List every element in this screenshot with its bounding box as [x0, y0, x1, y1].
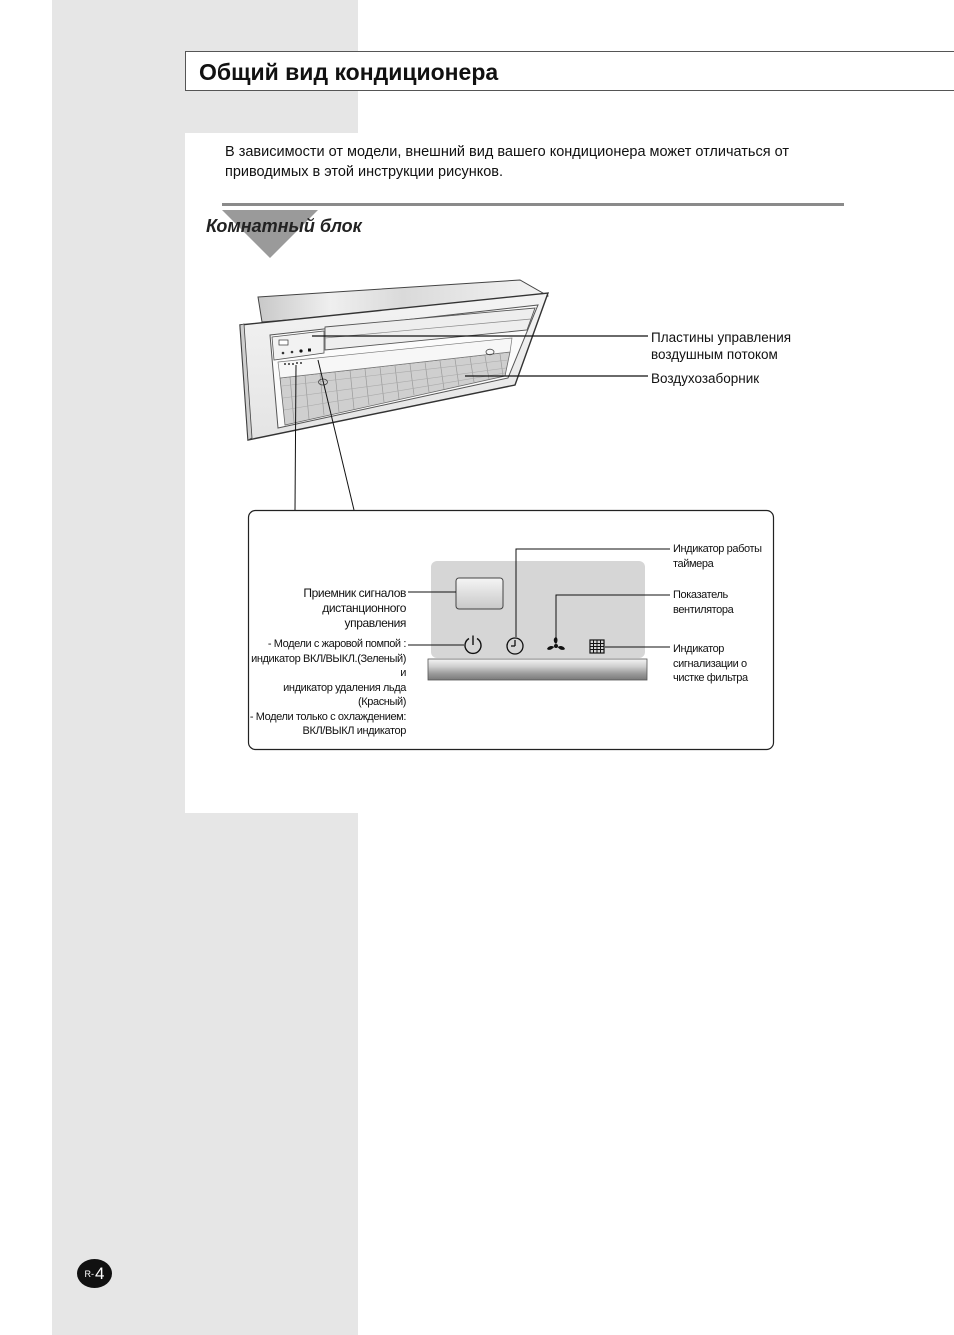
label-air-blades-1: Пластины управления: [651, 330, 792, 345]
label-air-blades-2: воздушным потоком: [651, 347, 778, 362]
page-number: 4: [95, 1263, 105, 1283]
page-title: Общий вид кондиционера: [199, 59, 499, 85]
label-timer-2: таймера: [673, 557, 714, 570]
page-number-badge: [77, 1259, 112, 1288]
label-timer: [673, 542, 773, 571]
section-title: Комнатный блок: [206, 216, 362, 236]
intro-text: В зависимости от модели, внешний вид вашего кондиционера может отличаться от приводимых в этой инструкции рисунков.: [225, 144, 790, 180]
label-fan: [673, 588, 773, 617]
label-models-2: индикатор ВКЛ/ВЫКЛ.(Зеленый) и: [251, 652, 406, 679]
label-fan-2: вентилятора: [673, 603, 734, 616]
fan-icon: [546, 636, 566, 656]
label-filter-1: Индикатор: [673, 643, 725, 655]
page-number-prefix: R-: [84, 1268, 95, 1279]
label-models-1: - Модели с жаровой помпой :: [267, 638, 406, 650]
filter-icon: [589, 639, 605, 654]
timer-icon: [505, 636, 525, 656]
label-models: [246, 637, 406, 739]
label-models-5: ВКЛ/ВЫКЛ индикатор: [302, 725, 406, 737]
label-models-4: - Модели только с охлаждением:: [249, 710, 406, 723]
label-models-3: индикатор удаления льда (Красный): [283, 681, 406, 708]
label-filter-3: чистке фильтра: [673, 672, 748, 684]
label-receiver: [256, 586, 406, 631]
label-filter-2: сигнализации о: [673, 657, 747, 670]
label-air-intake: Воздухозаборник: [651, 371, 760, 386]
label-receiver-2: дистанционного: [322, 601, 406, 615]
label-filter: [673, 642, 773, 686]
label-fan-1: Показатель: [673, 589, 728, 601]
label-receiver-1: Приемник сигналов: [303, 586, 406, 600]
power-icon: [462, 634, 484, 656]
label-timer-1: Индикатор работы: [673, 543, 762, 555]
label-receiver-3: управления: [344, 616, 406, 630]
